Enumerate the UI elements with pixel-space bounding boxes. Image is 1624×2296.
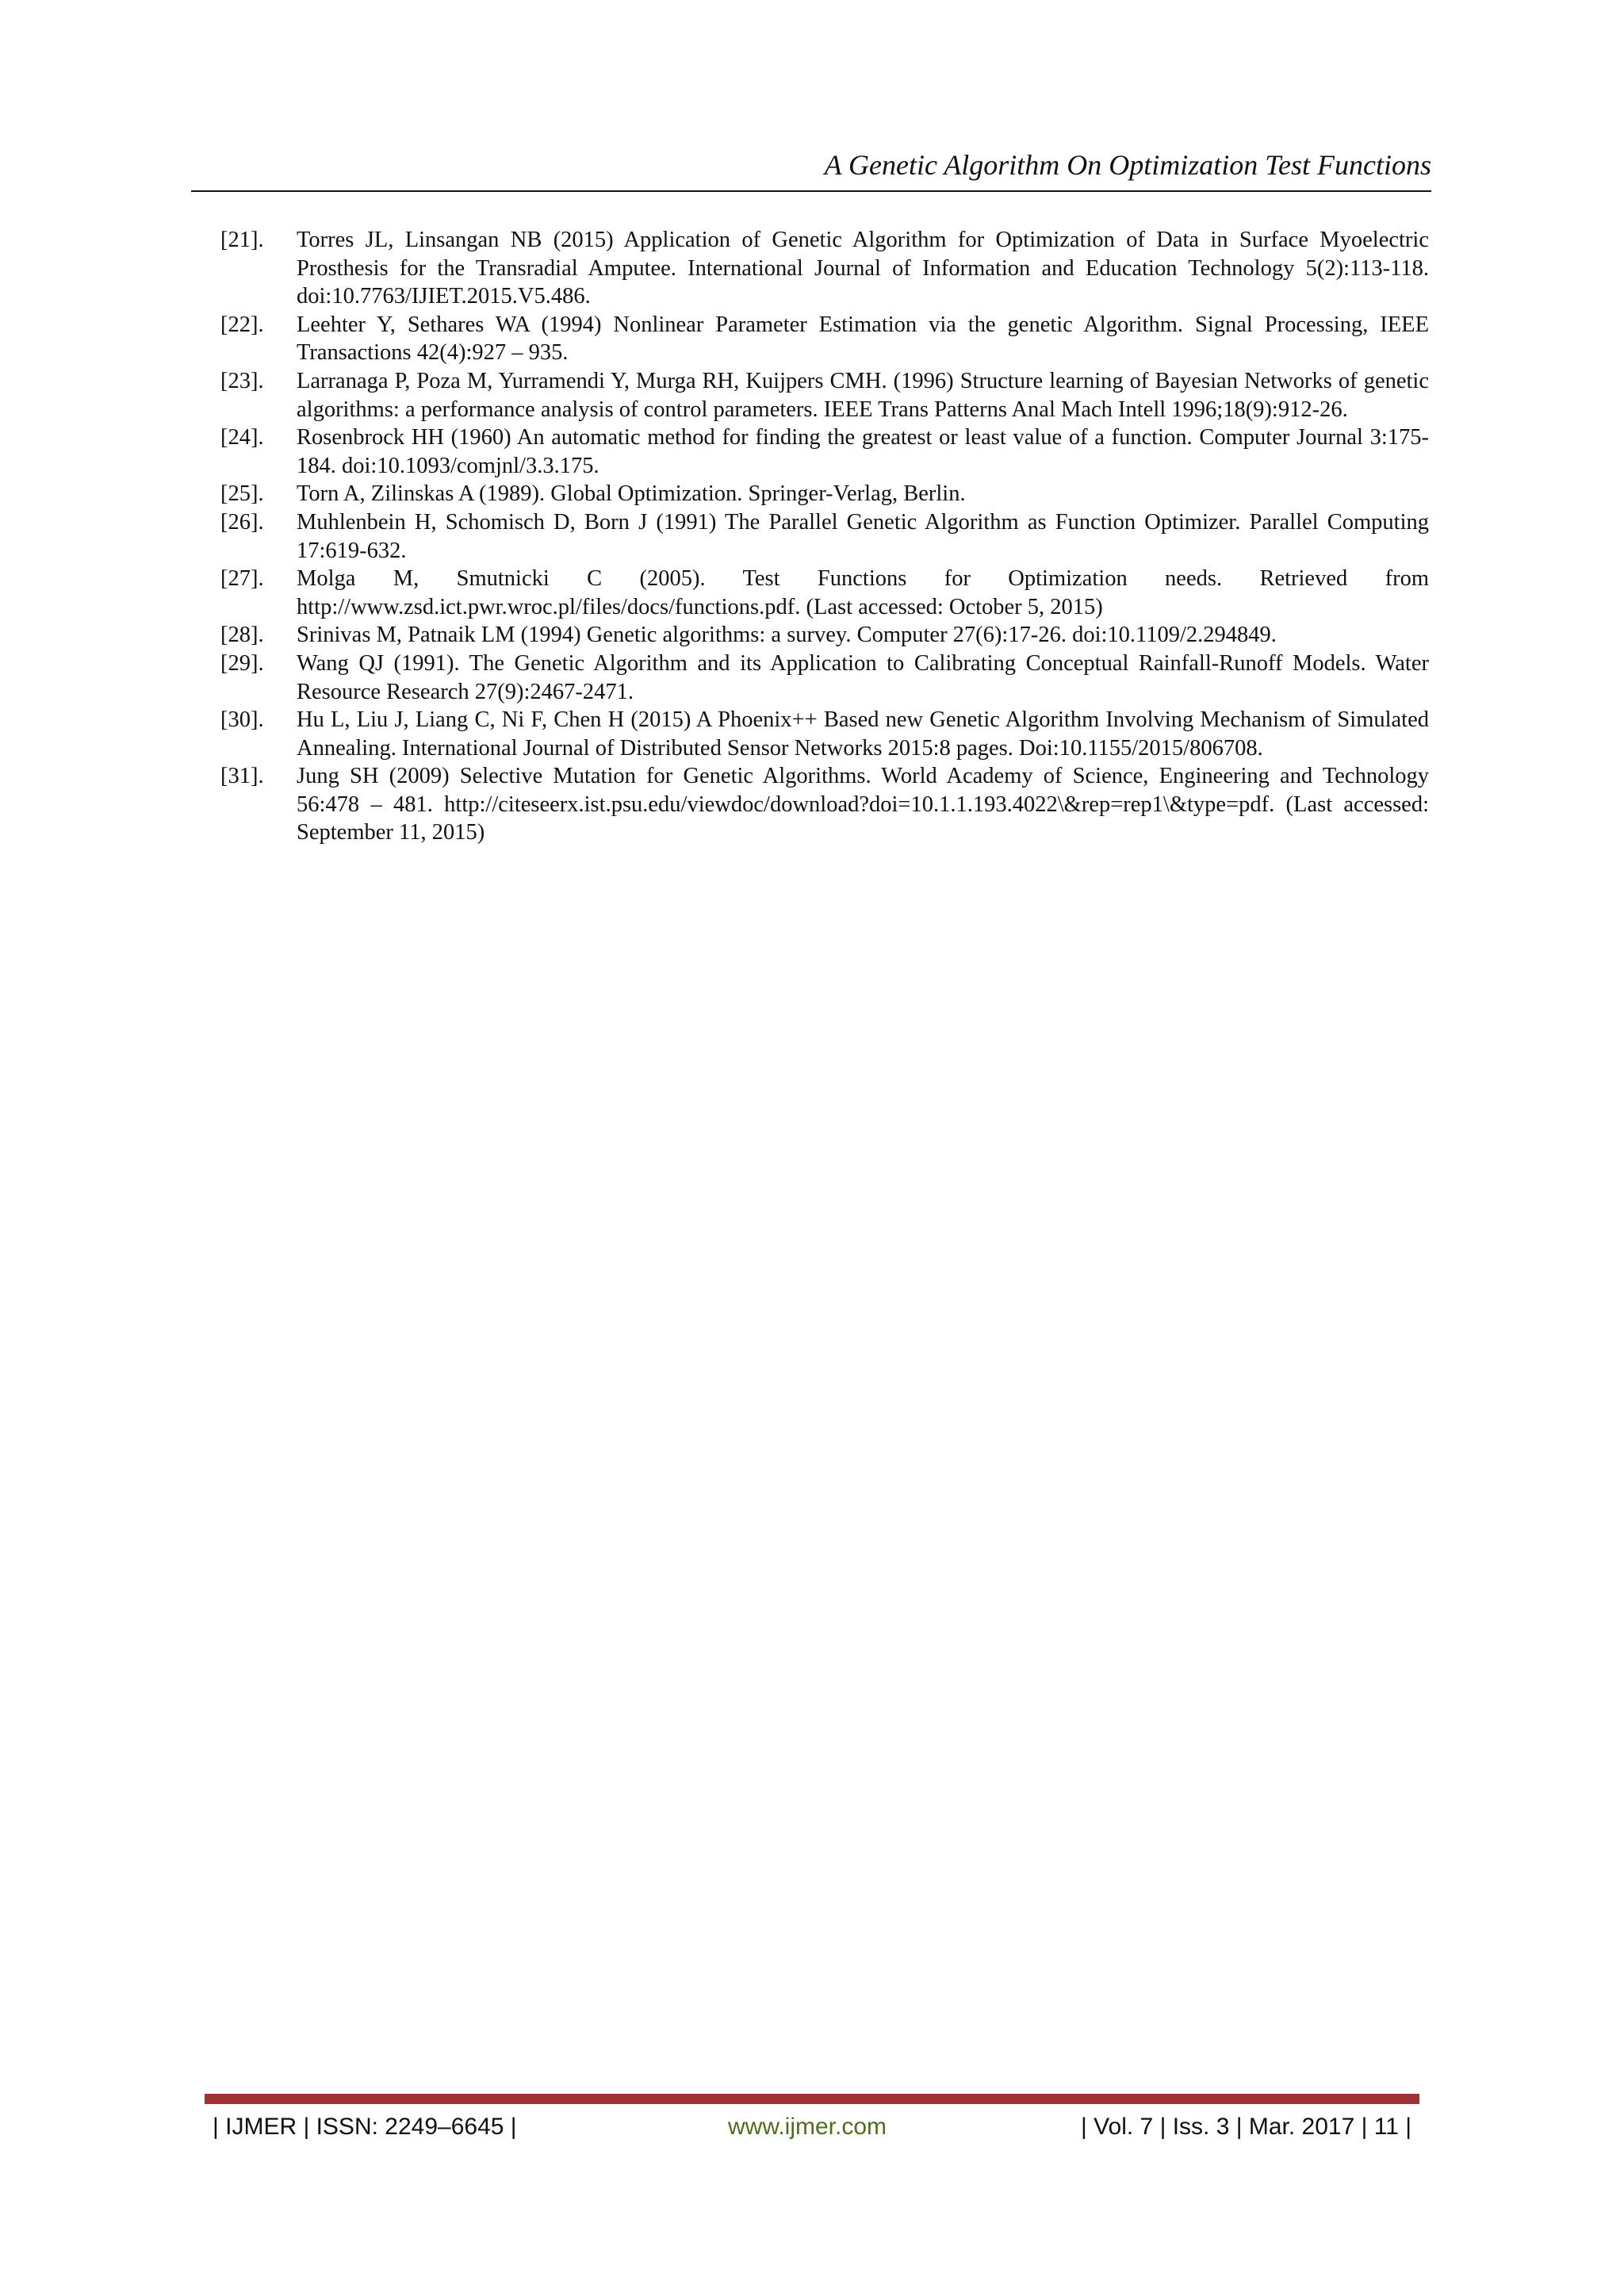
- reference-item: [220, 311, 1429, 367]
- reference-number: [23].: [220, 368, 264, 393]
- reference-text: Srinivas M, Patnaik LM (1994) Genetic algorithms: a survey. Computer 27(6):17-26. doi:10.1109/2.294849.: [297, 623, 1277, 648]
- reference-text: Leehter Y, Sethares WA (1994) Nonlinear Parameter Estimation via the genetic Algorithm. Signal Processing, IEEE Transactions 42(4):927 – 935.: [297, 312, 1429, 366]
- reference-text: Torn A, Zilinskas A (1989). Global Optimization. Springer-Verlag, Berlin.: [297, 481, 966, 507]
- reference-text: Wang QJ (1991). The Genetic Algorithm and its Application to Calibrating Conceptual Rainfall-Runoff Models. Water Resource Research 27(9):2467-2471.: [297, 650, 1429, 704]
- reference-text: Jung SH (2009) Selective Mutation for Genetic Algorithms. World Academy of Science, Engineering and Technology 56:478 – 481. http://citeseerx.ist.psu.edu/viewdoc/download?doi=10.1.1.193.4022\&rep=rep1\&type=pdf. (Last accessed: September 11, 2015): [297, 764, 1429, 845]
- reference-item: [220, 508, 1429, 565]
- reference-item: [220, 367, 1429, 424]
- reference-text: Molga M, Smutnicki C (2005). Test Functions for Optimization needs. Retrieved from http://www.zsd.ict.pwr.wroc.pl/files/docs/functions.pdf. (Last accessed: October 5, 2015): [297, 566, 1429, 619]
- footer-journal-info: | IJMER | ISSN: 2249–6645 |: [213, 2114, 517, 2140]
- reference-number: [26].: [220, 509, 264, 535]
- reference-item: [220, 621, 1429, 650]
- reference-text: Torres JL, Linsangan NB (2015) Application of Genetic Algorithm for Optimization of Data in Surface Myoelectric Prosthesis for the Transradial Amputee. International Journal of Information and Education Technology 5(2):113-118. doi:10.7763/IJIET.2015.V5.486.: [297, 228, 1429, 309]
- reference-item: [220, 424, 1429, 480]
- running-header-title: A Genetic Algorithm On Optimization Test Functions: [824, 149, 1431, 181]
- reference-number: [29].: [220, 650, 264, 676]
- reference-list: [220, 226, 1429, 847]
- reference-item: [220, 565, 1429, 621]
- reference-number: [31].: [220, 764, 264, 789]
- reference-number: [25].: [220, 481, 264, 507]
- page-footer: [213, 2111, 1411, 2143]
- reference-item: [220, 226, 1429, 311]
- reference-number: [21].: [220, 228, 264, 252]
- footer-issue-info: | Vol. 7 | Iss. 3 | Mar. 2017 | 11 |: [1081, 2114, 1411, 2140]
- reference-item: [220, 706, 1429, 762]
- reference-number: [30].: [220, 707, 264, 733]
- header-rule: [191, 190, 1431, 192]
- reference-text: Rosenbrock HH (1960) An automatic method for finding the greatest or least value of a function. Computer Journal 3:175-184. doi:10.1093/comjnl/3.3.175.: [297, 425, 1429, 478]
- reference-number: [28].: [220, 623, 264, 648]
- reference-number: [24].: [220, 425, 264, 450]
- reference-item: [220, 650, 1429, 706]
- footer-website-link[interactable]: www.ijmer.com: [728, 2114, 887, 2140]
- reference-number: [22].: [220, 312, 264, 337]
- reference-item: [220, 480, 1429, 508]
- reference-item: [220, 762, 1429, 847]
- reference-text: Hu L, Liu J, Liang C, Ni F, Chen H (2015) A Phoenix++ Based new Genetic Algorithm Involving Mechanism of Simulated Annealing. International Journal of Distributed Sensor Networks 2015:8 pages. Doi:10.1155/2015/806708.: [297, 707, 1429, 761]
- reference-number: [27].: [220, 566, 264, 592]
- reference-text: Larranaga P, Poza M, Yurramendi Y, Murga RH, Kuijpers CMH. (1996) Structure learning of Bayesian Networks of genetic algorithms: a performance analysis of control parameters. IEEE Trans Patterns Anal Mach Intell 1996;18(9):912-26.: [297, 368, 1429, 422]
- footer-accent-bar: [205, 2094, 1419, 2104]
- reference-text: Muhlenbein H, Schomisch D, Born J (1991) The Parallel Genetic Algorithm as Function Optimizer. Parallel Computing 17:619-632.: [297, 509, 1429, 563]
